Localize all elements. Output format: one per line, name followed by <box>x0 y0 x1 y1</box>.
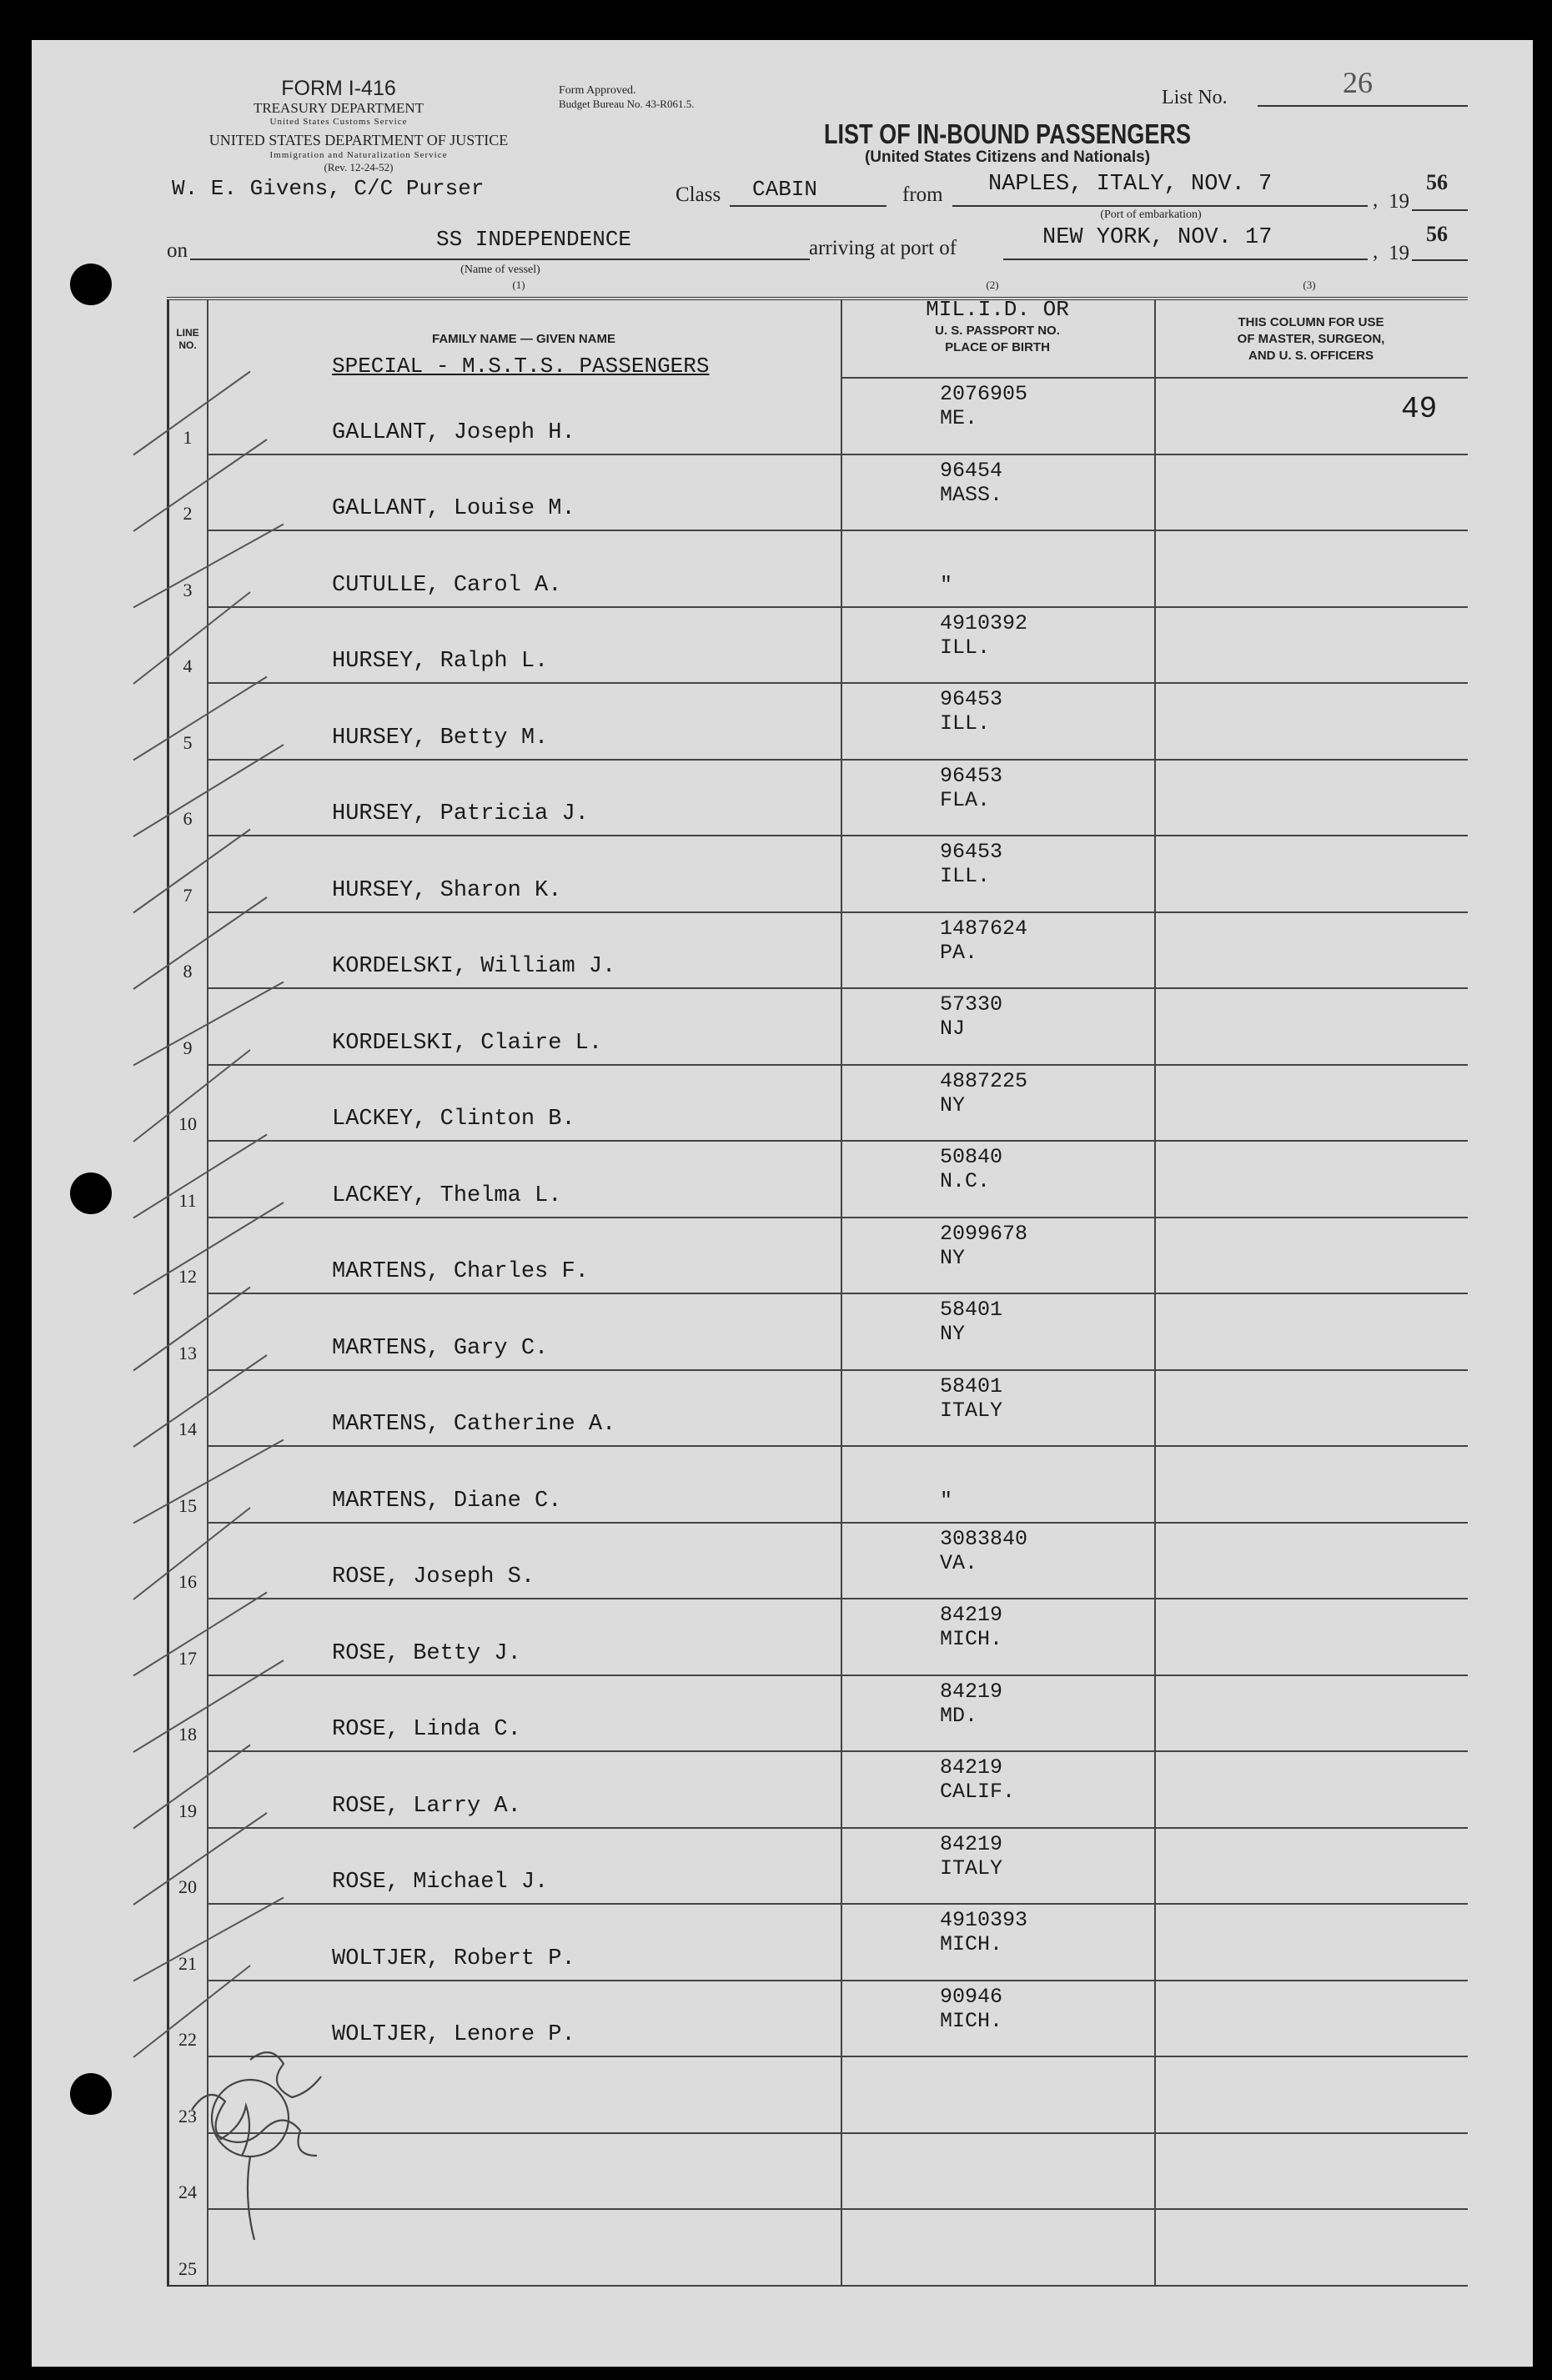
year-prefix-1: 19 <box>1389 190 1409 213</box>
header-officers-2: OF MASTER, SURGEON, <box>1237 332 1385 346</box>
passenger-name: HURSEY, Ralph L. <box>332 649 549 674</box>
line-number: 12 <box>178 1266 197 1287</box>
line-number: 6 <box>183 808 193 829</box>
class-label: Class <box>676 183 721 206</box>
list-number: 26 <box>1343 66 1373 99</box>
line-number: 23 <box>178 2105 197 2126</box>
departure-year: 56 <box>1426 170 1448 194</box>
passenger-name: GALLANT, Louise M. <box>332 496 575 521</box>
form-number: FORM I-416 <box>281 77 396 100</box>
year-comma: , <box>1373 188 1379 211</box>
passenger-name: CUTULLE, Carol A. <box>332 572 562 598</box>
budget-bureau: Budget Bureau No. 43-R061.5. <box>559 98 695 110</box>
passenger-name: MARTENS, Gary C. <box>332 1335 549 1361</box>
place-of-birth: ME. <box>940 406 978 430</box>
passport-number: 96454 <box>940 458 1003 483</box>
tick-mark <box>133 1440 284 1524</box>
list-no-label: List No. <box>1162 87 1228 108</box>
line-number: 25 <box>178 2257 197 2279</box>
line-number: 16 <box>178 1571 197 1592</box>
line-number: 4 <box>183 655 193 676</box>
place-of-birth: PA. <box>940 940 978 965</box>
arrival-port: NEW YORK, NOV. 17 <box>1042 225 1273 250</box>
passport-number: 96453 <box>940 840 1003 864</box>
section-heading: SPECIAL - M.S.T.S. PASSENGERS <box>332 354 710 379</box>
tick-mark <box>133 830 250 913</box>
header-passport-no: U. S. PASSPORT NO. <box>935 324 1060 338</box>
line-number: 2 <box>183 503 193 524</box>
port-embarkation-caption: (Port of embarkation) <box>1100 208 1202 221</box>
place-of-birth: MICH. <box>940 1932 1003 1956</box>
place-of-birth: NJ <box>940 1017 966 1041</box>
place-of-birth: NY <box>940 1245 966 1270</box>
embarkation-port: NAPLES, ITALY, NOV. 7 <box>988 172 1273 197</box>
line-number: 9 <box>183 1037 193 1058</box>
line-number: 24 <box>178 2182 197 2202</box>
line-number: 15 <box>178 1494 197 1516</box>
form-approved: Form Approved. <box>559 84 636 97</box>
passport-number: 84219 <box>940 1755 1003 1780</box>
passport-number: 84219 <box>940 1831 1003 1856</box>
passport-number: 96453 <box>940 687 1003 711</box>
place-of-birth: ILL. <box>940 635 991 660</box>
place-of-birth: N.C. <box>940 1169 991 1193</box>
arrival-year: 56 <box>1426 222 1448 246</box>
tick-mark <box>133 1593 267 1676</box>
header-line-no: LINE NO. <box>176 327 199 351</box>
passport-number: 84219 <box>940 1679 1003 1704</box>
purser-name: W. E. Givens, C/C Purser <box>172 176 485 201</box>
form-revision: (Rev. 12-24-52) <box>324 161 394 173</box>
passenger-name: ROSE, Linda C. <box>332 1717 521 1742</box>
line-number: 21 <box>178 1952 197 1974</box>
passenger-name: MARTENS, Charles F. <box>332 1259 589 1284</box>
year-comma-2: , <box>1373 240 1379 263</box>
place-of-birth: MD. <box>940 1703 978 1728</box>
passenger-name: KORDELSKI, Claire L. <box>332 1030 603 1056</box>
handwritten-annotation <box>192 2052 321 2240</box>
place-of-birth: VA. <box>940 1550 978 1575</box>
tick-mark <box>133 592 250 684</box>
place-of-birth: ITALY <box>940 1398 1003 1423</box>
passenger-name: LACKEY, Clinton B. <box>332 1107 575 1132</box>
place-of-birth: ITALY <box>940 1855 1003 1880</box>
vessel-caption: (Name of vessel) <box>460 264 540 276</box>
column-marker-1: (1) <box>512 279 525 291</box>
tick-mark <box>133 1355 267 1447</box>
tick-mark <box>133 1966 250 2057</box>
passenger-name: ROSE, Joseph S. <box>332 1564 535 1589</box>
arriving-label: arriving at port of <box>809 237 957 259</box>
tick-mark <box>133 1745 250 1829</box>
line-number: 22 <box>178 2029 197 2050</box>
place-of-birth: ILL. <box>940 864 991 888</box>
passport-number: 58401 <box>940 1298 1003 1322</box>
header-mil-id: MIL.I.D. OR <box>926 297 1069 322</box>
on-label: on <box>167 239 188 262</box>
passport-number: " <box>940 572 953 597</box>
place-of-birth: NY <box>940 1322 966 1346</box>
dept-line-2: United States Customs Service <box>269 117 408 127</box>
passenger-name: GALLANT, Joseph H. <box>332 419 575 445</box>
passenger-name: HURSEY, Patricia J. <box>332 801 589 826</box>
line-number: 10 <box>178 1113 197 1134</box>
line-number: 3 <box>183 579 193 600</box>
column-marker-3: (3) <box>1303 279 1316 291</box>
place-of-birth: ILL. <box>940 711 991 736</box>
tick-mark <box>133 1203 284 1294</box>
page-title: LIST OF IN-BOUND PASSENGERS <box>823 118 1192 149</box>
passport-number: 84219 <box>940 1603 1003 1627</box>
passport-number: 4910392 <box>940 610 1028 635</box>
tick-mark <box>133 525 284 608</box>
line-number: 17 <box>178 1647 197 1669</box>
passport-number: 1487624 <box>940 916 1028 941</box>
passport-number: " <box>940 1488 953 1513</box>
year-prefix-2: 19 <box>1389 242 1409 264</box>
tick-mark <box>133 1288 250 1371</box>
line-number: 5 <box>183 731 193 753</box>
place-of-birth: MICH. <box>940 2008 1003 2033</box>
tick-mark <box>133 1050 250 1142</box>
line-number: 1 <box>183 426 193 448</box>
vessel-name: SS INDEPENDENCE <box>436 227 632 252</box>
line-number: 14 <box>178 1418 197 1439</box>
officer-note: 49 <box>1401 392 1438 426</box>
passenger-name: HURSEY, Betty M. <box>332 725 549 751</box>
tick-mark <box>133 1813 267 1905</box>
dept-line-4: Immigration and Naturalization Service <box>269 150 448 160</box>
from-label: from <box>902 183 943 206</box>
passenger-name: ROSE, Larry A. <box>332 1793 521 1819</box>
tick-mark <box>133 1135 267 1218</box>
passenger-name: MARTENS, Catherine A. <box>332 1412 616 1437</box>
header-officers-3: AND U. S. OFFICERS <box>1248 349 1374 363</box>
passport-number: 4910393 <box>940 1908 1028 1932</box>
place-of-birth: CALIF. <box>940 1780 1016 1804</box>
passenger-name: HURSEY, Sharon K. <box>332 877 562 903</box>
line-number: 13 <box>178 1342 197 1363</box>
tick-mark <box>133 745 284 836</box>
line-number: 8 <box>183 961 193 982</box>
tick-mark <box>133 982 284 1066</box>
place-of-birth: FLA. <box>940 787 991 812</box>
passenger-name: ROSE, Michael J. <box>332 1870 549 1895</box>
class-value: CABIN <box>752 177 818 202</box>
line-number: 18 <box>178 1724 197 1745</box>
place-of-birth: MICH. <box>940 1627 1003 1651</box>
passenger-name: LACKEY, Thelma L. <box>332 1182 562 1208</box>
line-number: 7 <box>183 884 193 906</box>
dept-line-3: UNITED STATES DEPARTMENT OF JUSTICE <box>208 132 509 148</box>
tick-mark <box>133 372 250 455</box>
passport-number: 3083840 <box>940 1526 1028 1551</box>
passport-number: 57330 <box>940 992 1003 1017</box>
passenger-name: WOLTJER, Lenore P. <box>332 2022 575 2047</box>
passport-number: 90946 <box>940 1984 1003 2009</box>
tick-mark <box>133 1898 284 1981</box>
passport-number: 50840 <box>940 1145 1003 1169</box>
line-number: 19 <box>178 1800 197 1821</box>
header-family-name: FAMILY NAME — GIVEN NAME <box>431 332 616 346</box>
column-marker-2: (2) <box>986 279 999 291</box>
tick-mark <box>133 677 267 761</box>
line-number: 20 <box>178 1876 197 1897</box>
header-place-of-birth: PLACE OF BIRTH <box>945 340 1050 354</box>
passport-number: 4887225 <box>940 1068 1028 1093</box>
place-of-birth: NY <box>940 1092 966 1117</box>
place-of-birth: MASS. <box>940 482 1003 507</box>
tick-mark <box>133 1508 250 1599</box>
tick-mark <box>133 897 267 989</box>
passport-number: 58401 <box>940 1373 1003 1398</box>
passport-number: 2076905 <box>940 382 1028 406</box>
passenger-name: MARTENS, Diane C. <box>332 1488 562 1514</box>
passenger-name: KORDELSKI, William J. <box>332 954 616 979</box>
header-officers-1: THIS COLUMN FOR USE <box>1238 315 1384 329</box>
passport-number: 2099678 <box>940 1221 1028 1246</box>
dept-line-1: TREASURY DEPARTMENT <box>253 100 424 116</box>
passport-number: 96453 <box>940 763 1003 788</box>
passenger-name: ROSE, Betty J. <box>332 1640 521 1666</box>
passenger-name: WOLTJER, Robert P. <box>332 1946 575 1971</box>
line-number: 11 <box>178 1189 197 1211</box>
tick-mark <box>133 1660 284 1752</box>
page-subtitle: (United States Citizens and Nationals) <box>864 148 1151 166</box>
tick-mark <box>133 439 267 531</box>
